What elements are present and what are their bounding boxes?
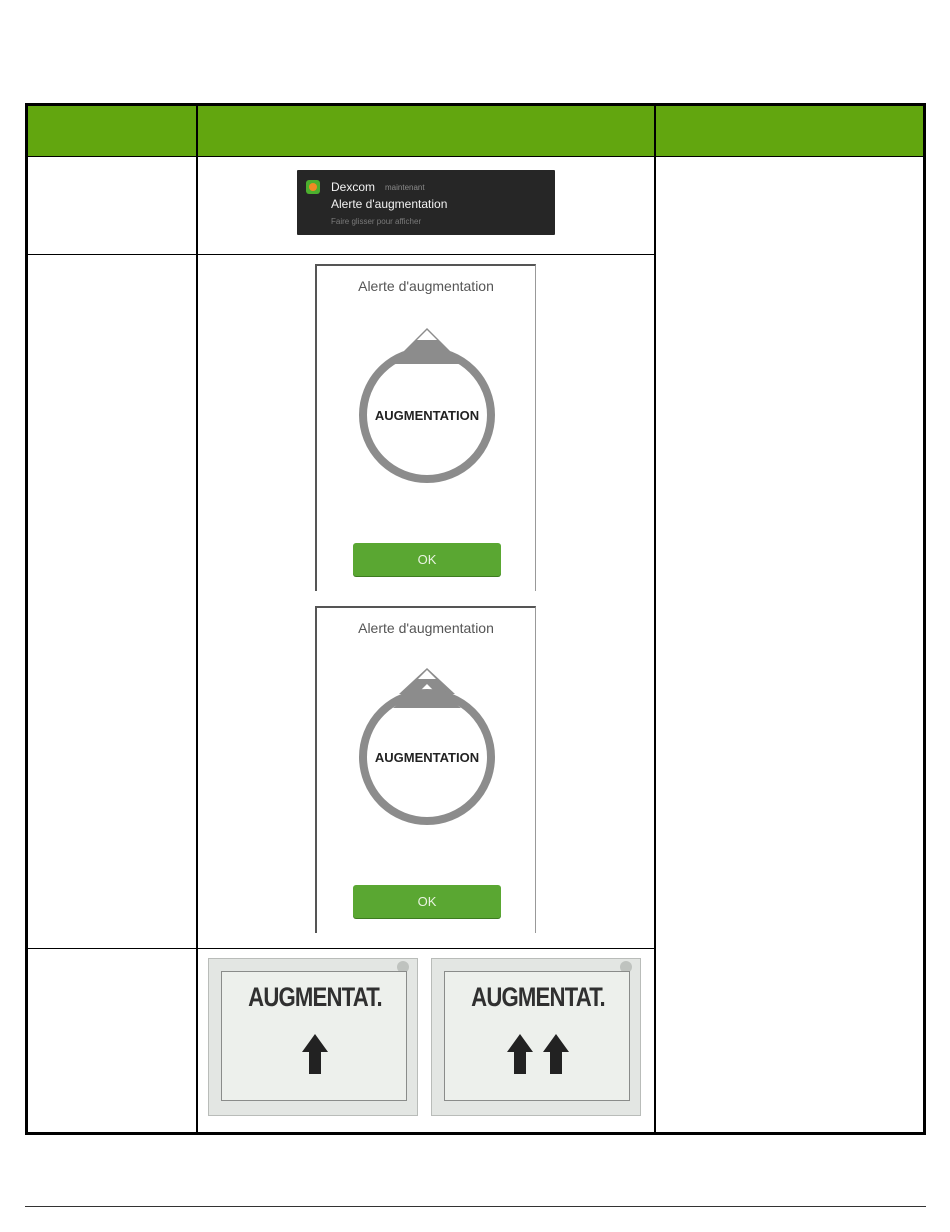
notification-subtitle: Faire glisser pour afficher — [331, 217, 422, 226]
notification-banner[interactable] — [297, 170, 555, 235]
column-divider-1 — [196, 106, 198, 1132]
phone-alert-screen-double-arrow — [315, 606, 536, 933]
rapid-rising-trend-circle-icon — [353, 662, 501, 832]
double-up-arrow-icon — [507, 1034, 569, 1074]
receiver-screen-double-arrow — [431, 958, 641, 1116]
row-divider-1 — [27, 254, 655, 255]
ok-button[interactable]: OK — [353, 885, 501, 918]
notification-time: maintenant — [385, 183, 425, 192]
ok-button[interactable]: OK — [353, 543, 501, 576]
header-divider — [27, 156, 924, 157]
receiver-alert-panel — [221, 971, 407, 1101]
circle-label: AUGMENTATION — [374, 408, 480, 423]
footer-rule — [25, 1206, 926, 1207]
dexcom-app-icon — [306, 180, 320, 194]
row-divider-2 — [27, 948, 655, 949]
receiver-alert-label: AUGMENTAT. — [248, 982, 382, 1012]
phone-alert-title: Alerte d'augmentation — [358, 278, 494, 294]
receiver-alert-panel — [444, 971, 630, 1101]
circle-label: AUGMENTATION — [374, 750, 480, 765]
receiver-screen-single-arrow — [208, 958, 418, 1116]
rising-trend-circle-icon — [353, 320, 501, 490]
phone-alert-screen-single-arrow — [315, 264, 536, 591]
column-divider-2 — [654, 106, 656, 1132]
phone-alert-title: Alerte d'augmentation — [358, 620, 494, 636]
receiver-alert-label: AUGMENTAT. — [471, 982, 605, 1012]
notification-app-name: Dexcom — [331, 180, 376, 194]
up-arrow-icon — [302, 1034, 328, 1074]
notification-title: Alerte d'augmentation — [331, 197, 448, 211]
